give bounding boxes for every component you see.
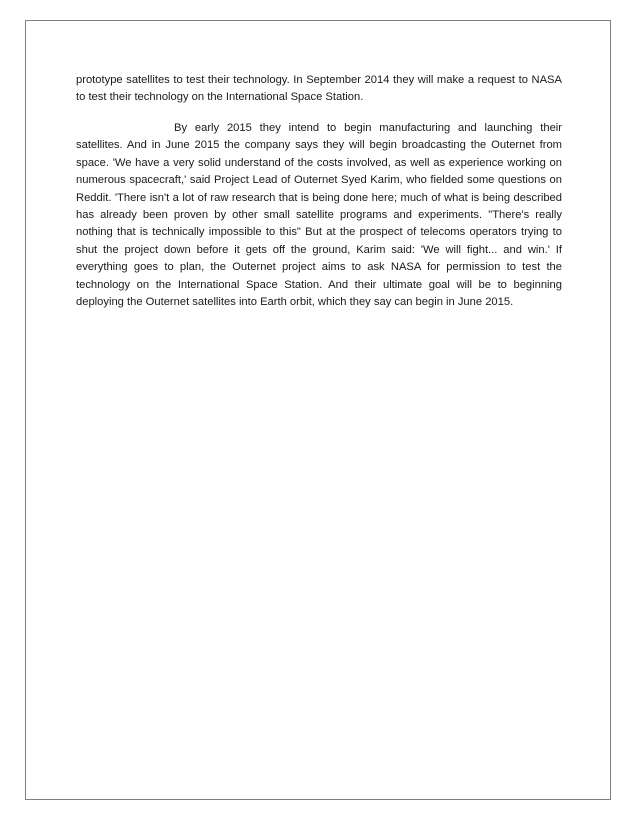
document-page: [25, 20, 611, 800]
paragraph-continuation: prototype satellites to test their technology. In September 2014 they will make a request to NASA to test their technology on the International Space Station.: [76, 74, 562, 104]
paragraph-outernet-plans: By early 2015 they intend to begin manufacturing and launching their satellites. And in June 2015 the company says they will begin broadcasting the Outernet from space. 'We have a very solid understand of the costs involved, as well as experience working on numerous spacecraft,' said Project Lead of Outernet Syed Karim, who fielded some questions on Reddit. 'There isn't a lot of raw research that is being done here; much of what is being described has already been proven by other small satellite programs and experiments. "There's really nothing that is technically impossible to this" But at the prospect of telecoms operators trying to shut the project down before it gets off the ground, Karim said: 'We will fight... and win.' If everything goes to plan, the Outernet project aims to ask NASA for permission to test the technology on the International Space Station. And their ultimate goal will be to beginning deploying the Outernet satellites into Earth orbit, which they say can begin in June 2015.: [76, 122, 562, 309]
